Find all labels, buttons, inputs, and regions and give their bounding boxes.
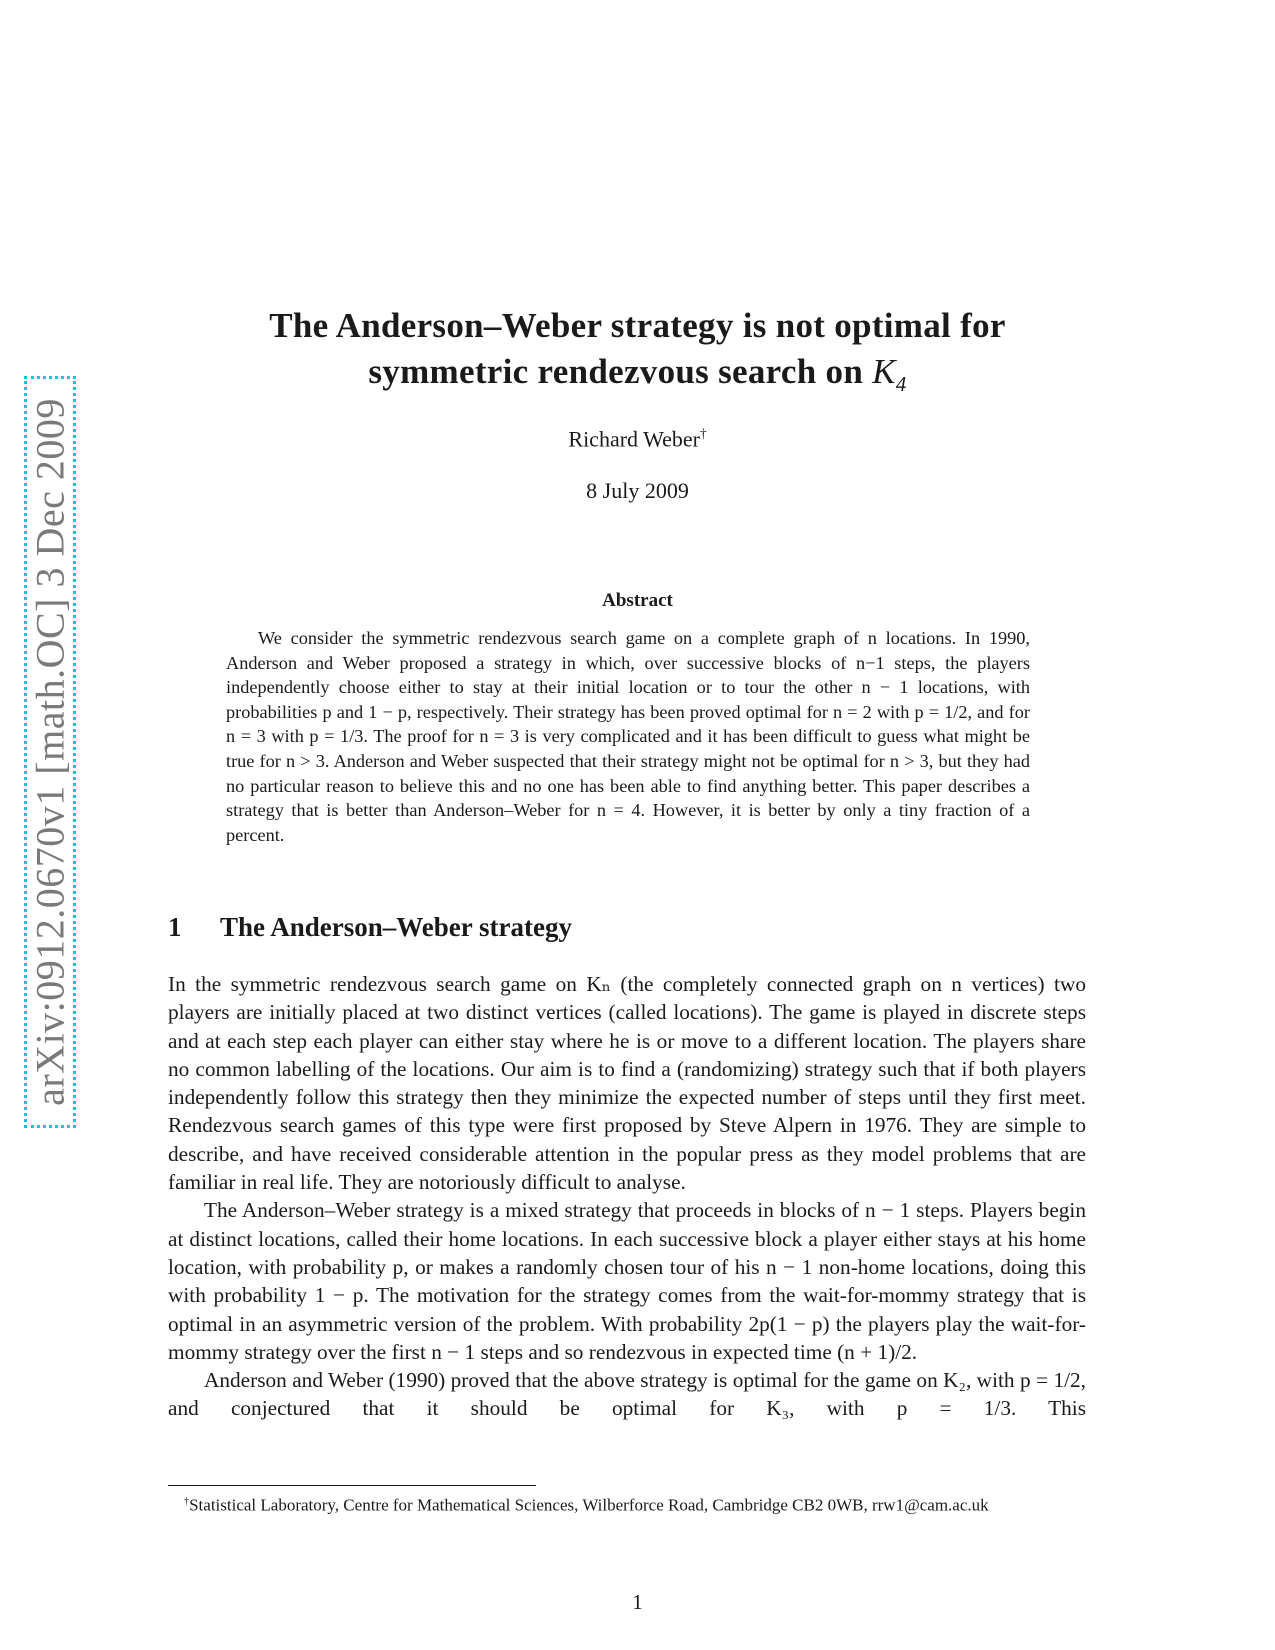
paragraph: The Anderson–Weber strategy is a mixed strategy that proceeds in blocks of n − 1 steps. Players begin at distinct locations, called their home locations. In each successive block a player either stays at his home location, with probability p, or makes a randomly chosen tour of his n − 1 non-home locations, doing this with probability 1 − p. The motivation for the strategy comes from the wait-for-mommy strategy that is optimal in an asymmetric version of the problem. With probability 2p(1 − p) the players play the wait-for-mommy strategy over the first n − 1 steps and so rendezvous in expected time (n + 1)/2. [168,1198,1086,1364]
author-footnote-mark: † [700,426,707,441]
footnote-mark: † [184,1496,190,1507]
section-heading [168,912,572,943]
page-number: 1 [632,1590,643,1614]
section-body [168,970,1086,1423]
title-line-1: The Anderson–Weber strategy is not optimal for [269,306,1006,345]
arxiv-identifier: arXiv:0912.0670v1 [math.OC] 3 Dec 2009 [27,398,73,1106]
section-title: The Anderson–Weber strategy [220,912,572,942]
paragraph: In the symmetric rendezvous search game on Kₙ (the completely connected graph on n vertices) two players are initially placed at two distinct vertices (called locations). The game is played in discrete steps and at each step each player can either stay where he is or move to a different location. The players share no common labelling of the locations. Our aim is to find a (randomizing) strategy such that if both players independently follow this strategy then they minimize the expected number of steps until they first meet. Rendezvous search games of this type were first proposed by Steve Alpern in 1976. They are simple to describe, and have received considerable attention in the popular press as they model problems that are familiar in real life. They are notoriously difficult to analyse. [168,972,1086,1195]
footnote-text: Statistical Laboratory, Centre for Mathematical Sciences, Wilberforce Road, Cambridge CB2 0WB, rrw1@cam.ac.uk [189,1495,989,1515]
abstract-heading: Abstract [602,590,673,611]
section-number: 1 [168,912,182,942]
paper-title [0,303,1275,407]
author-name: Richard Weber† [568,426,707,452]
title-line-2: symmetric rendezvous search on $K_4$ [368,352,907,396]
title-math: $K_4$ [872,352,907,396]
abstract-text: We consider the symmetric rendezvous search game on a complete graph of n locations. In 1990, Anderson and Weber proposed a strategy in which, over successive blocks of n−1 steps, the players independently choose either to stay at their initial location or to tour the other n − 1 locations, with probabilities p and 1 − p, respectively. Their strategy has been proved optimal for n = 2 with p = 1/2, and for n = 3 with p = 1/3. The proof for n = 3 is very complicated and it has been difficult to guess what might be true for n > 3. Anderson and Weber suspected that their strategy might not be optimal for n > 3, but they had no particular reason to believe this and no one has been able to find anything better. This paper describes a strategy that is better than Anderson–Weber for n = 4. However, it is better by only a tiny fraction of a percent. [226,628,1030,845]
paper-date: 8 July 2009 [586,478,689,503]
footnote-rule [168,1485,536,1486]
footnote [168,1490,1086,1517]
abstract-body [226,626,1030,847]
paragraph: Anderson and Weber (1990) proved that the above strategy is optimal for the game on K₂, with p = 1/2, and conjectured that it should be optimal for K₃, with p = 1/3. This [168,1368,1086,1421]
